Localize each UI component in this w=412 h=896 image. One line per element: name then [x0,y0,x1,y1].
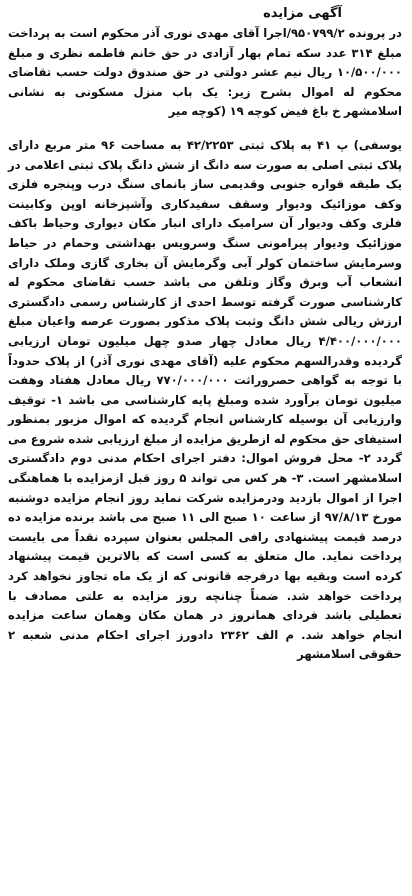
notice-paragraph-1: در پرونده ۹۵۰۷۹۹/۲/اجرا آقای مهدی نوری آذر محکوم است به پرداخت مبلغ ۳۱۴ عدد سکه تمام بهار آزادی در حق خانم فاطمه نظری و مبلغ ۱۰/۵۰۰/۰۰۰ ریال نیم عشر دولتی در حق صندوق دولت حسب تقاضای محکوم له اموال بشرح زیر: یک باب منزل مسکونی به نشانی اسلامشهر خ باغ فیض کوچه ۱۹ (کوچه میر [8,26,402,119]
auction-notice-clipping [6,4,406,892]
notice-paragraph-2: یوسفی) پ ۴۱ به پلاک ثبتی ۴۲/۲۲۵۳ به مساحت ۹۶ متر مربع دارای پلاک ثبتی اصلی به صورت سه دانگ از شش دانگ پلاک ثبتی اعلامی در یک طبقه قواره جنوبی وقدیمی ساز بانمای سنگ درب وپنجره فلزی وکف موزائیک ودیوار وسقف سفیدکاری وآشپزخانه اوپن وکابینت فلزی وکف ودیوار آن سرامیک دارای انبار مکان دیواری وحیاط باکف موزائیک ودیوار پیرامونی سنگ وسرویس بهداشتی وحمام در حیاط وسرمایش ساختمان کولر آبی وگرمایش آن بخاری گازی وملک دارای انشعاب آب وبرق وگاز وتلفن می باشد حسب تقاضای محکوم له کارشناسی صورت گرفته توسط احدی از کارشناس رسمی دادگستری ارزش ریالی شش دانگ وثبت پلاک مذکور بصورت عرصه واعیان مبلغ ۴/۴۰۰/۰۰۰/۰۰۰ ریال معادل چهار صدو چهل میلیون تومان ارزیابی گردیده وقدرالسهم محکوم علیه (آقای مهدی نوری آذر) از پلاک حدوداً با توجه به گواهی حصروراثت ۷۷۰/۰۰۰/۰۰۰ ریال معادل هفتاد وهفت میلیون تومان برآورد شده ومبلغ پایه کارشناسی می باشد ۱- توقیف وارزیابی آن بوسیله کارشناس انجام گردیده که اموال مزبور بمنظور استیفای حق محکوم له ازطریق مزایده از مبلغ ارزیابی شده شروع می گردد ۲- محل فروش اموال: دفتر اجرای احکام مدنی دوم دادگستری اسلامشهر است. ۳- هر کس می تواند ۵ روز قبل ازمزایده با هماهنگی اجرا از اموال بازدید ودرمزایده شرکت نماید روز انجام مزایده دوشنبه مورخ ۹۷/۸/۱۳ از ساعت ۱۰ صبح الی ۱۱ صبح می باشد برنده مزایده ده درصد قیمت پیشنهادی رافی المجلس بعنوان سپرده نقداً می بایست پرداخت نماید. مال متعلق به کسی است که بالاترین قیمت پیشنهاد کرده است وبقیه بها درفرجه قانونی که از یک ماه تجاوز نخواهد کرد پرداخت خواهد شد. ضمناً چنانچه روز مزایده به علتی مصادف با تعطیلی باشد فردای همانروز در همان مکان وهمان ساعت مزایده انجام خواهد شد. م الف ۲۳۶۲ دادورز اجرای احکام مدنی شعبه ۲ حقوقی اسلامشهر [8,137,403,662]
notice-body [6,24,406,665]
notice-title: آگهی مزایده [263,6,342,21]
column-break [8,122,402,136]
